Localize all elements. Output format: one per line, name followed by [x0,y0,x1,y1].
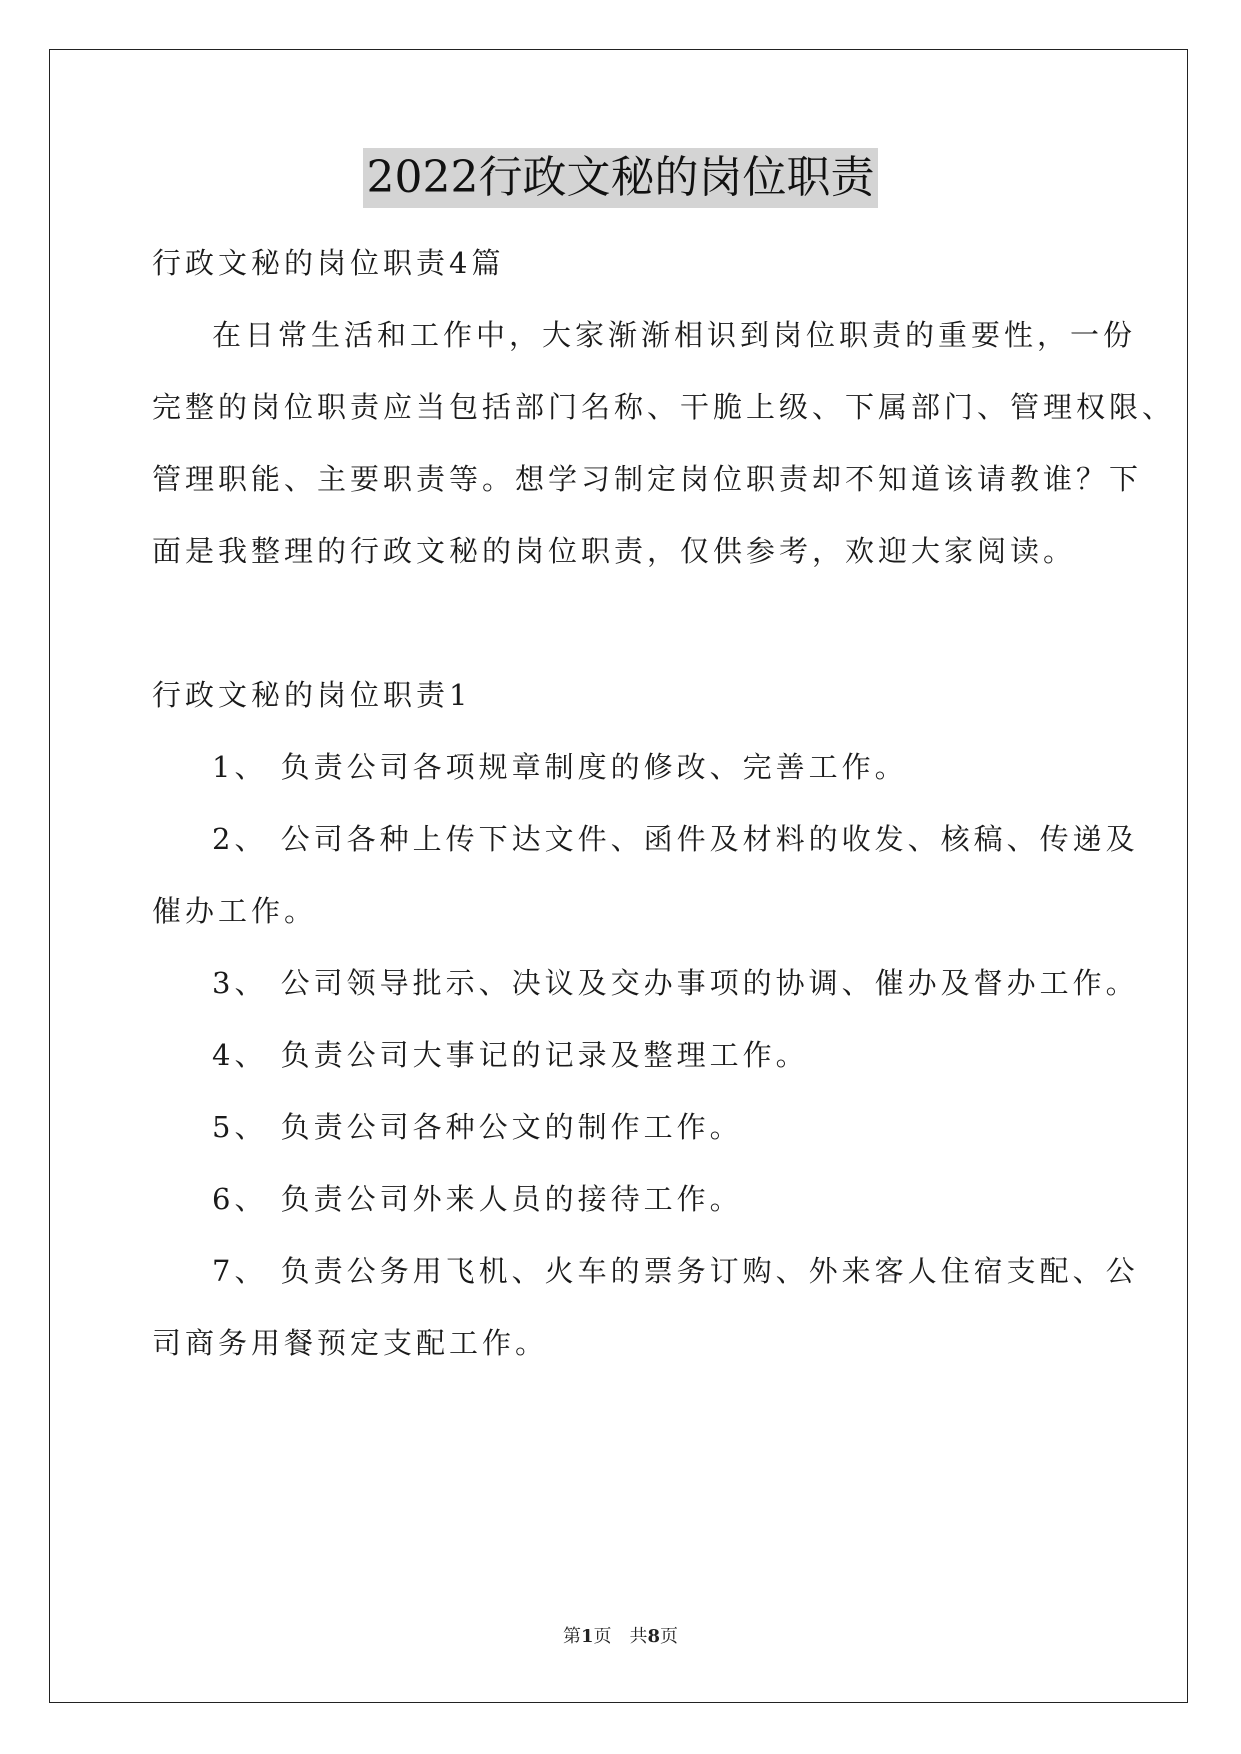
duty-item-7: 7、 负责公务用飞机、火车的票务订购、外来客人住宿支配、公 [212,1254,1139,1288]
intro-line-1: 在日常生活和工作中，大家渐渐相识到岗位职责的重要性，一份 [212,318,1137,352]
footer-page-suffix: 页 [660,1626,679,1647]
footer-page-mid: 页 共 [593,1626,648,1647]
footer-page-current: 1 [580,1626,594,1647]
section-heading: 行政文秘的岗位职责1 [152,678,472,712]
duty-item-3: 3、 公司领导批示、决议及交办事项的协调、催办及督办工作。 [212,966,1139,1000]
duty-item-2: 2、 公司各种上传下达文件、函件及材料的收发、核稿、传递及 [212,822,1139,856]
title-container [0,148,1241,208]
page-footer [0,1622,1241,1648]
intro-line-3: 管理职能、主要职责等。想学习制定岗位职责却不知道该请教谁？下 [152,462,1143,496]
duty-item-4: 4、 负责公司大事记的记录及整理工作。 [212,1038,809,1072]
footer-page-prefix: 第 [562,1626,581,1647]
footer-page-total: 8 [647,1626,661,1647]
duty-item-1: 1、 负责公司各项规章制度的修改、完善工作。 [212,750,908,784]
intro-line-2: 完整的岗位职责应当包括部门名称、干脆上级、下属部门、管理权限、 [152,390,1176,424]
document-title: 2022行政文秘的岗位职责 [363,148,879,208]
intro-line-4: 面是我整理的行政文秘的岗位职责，仅供参考，欢迎大家阅读。 [152,534,1077,568]
duty-item-2-continued: 催办工作。 [152,894,318,928]
document-subtitle: 行政文秘的岗位职责4篇 [152,246,505,280]
duty-item-6: 6、 负责公司外来人员的接待工作。 [212,1182,743,1216]
page-frame [49,49,1188,1703]
duty-item-5: 5、 负责公司各种公文的制作工作。 [212,1110,743,1144]
duty-item-7-continued: 司商务用餐预定支配工作。 [152,1326,549,1360]
